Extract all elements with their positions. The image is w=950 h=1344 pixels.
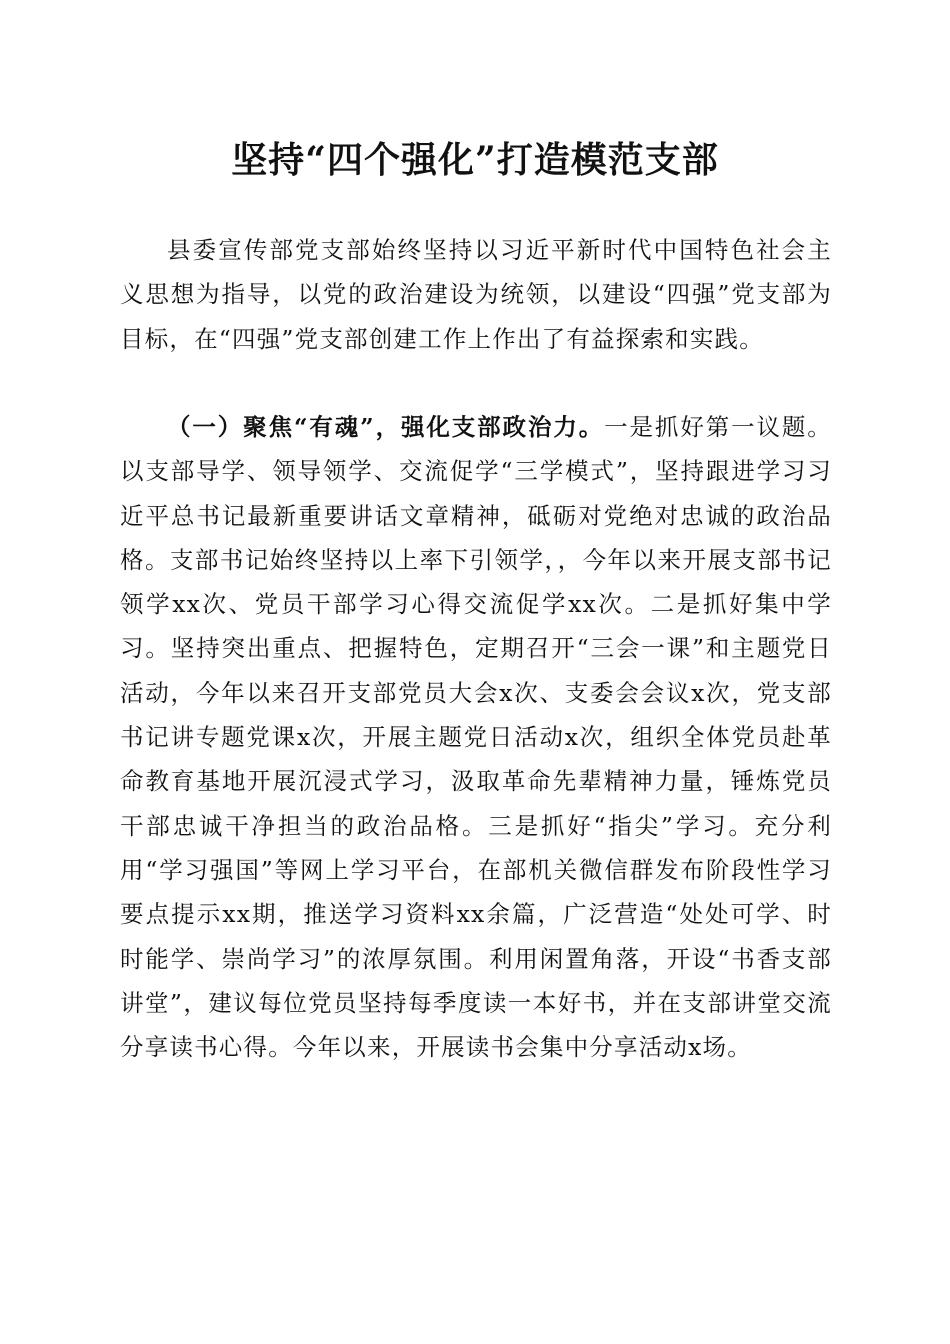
section-one-paragraph: [120, 405, 832, 1069]
document-title: 坚持“四个强化”打造模范支部: [231, 139, 719, 181]
section-one-heading: （一）聚焦“有魂”，强化支部政治力。: [167, 413, 605, 441]
section-one-text: 一是抓好第一议题。以支部导学、领导领学、交流促学“三学模式”，坚持跟进学习习近平总书记最新重要讲话文章精神，砥砺对党绝对忠诚的政治品格。支部书记始终坚持以上率下引领学，，今年以来开展支部书记领学xx次、党员干部学习心得交流促学xx次。二是抓好集中学习。坚持突出重点、把握特色，定期召开“三会一课”和主题党日活动，今年以来召开支部党员大会x次、支委会会议x次，党支部书记讲专题党课x次，开展主题党日活动x次，组织全体党员赴革命教育基地开展沉浸式学习，汲取革命先辈精神力量，锤炼党员干部忠诚干净担当的政治品格。三是抓好“指尖”学习。充分利用“学习强国”等网上学习平台，在部机关微信群发布阶段性学习要点提示xx期，推送学习资料xx余篇，广泛营造“处处可学、时时能学、崇尚学习”的浓厚氛围。利用闲置角落，开设“书香支部讲堂”，建议每位党员坚持每季度读一本好书，并在支部讲堂交流分享读书心得。今年以来，开展读书会集中分享活动x场。: [120, 413, 832, 1062]
intro-paragraph: 县委宣传部党支部始终坚持以习近平新时代中国特色社会主义思想为指导，以党的政治建设为统领，以建设“四强”党支部为目标，在“四强”党支部创建工作上作出了有益探索和实践。: [120, 236, 832, 353]
section-one-block: [120, 405, 832, 1069]
intro-paragraph-block: [120, 228, 832, 361]
